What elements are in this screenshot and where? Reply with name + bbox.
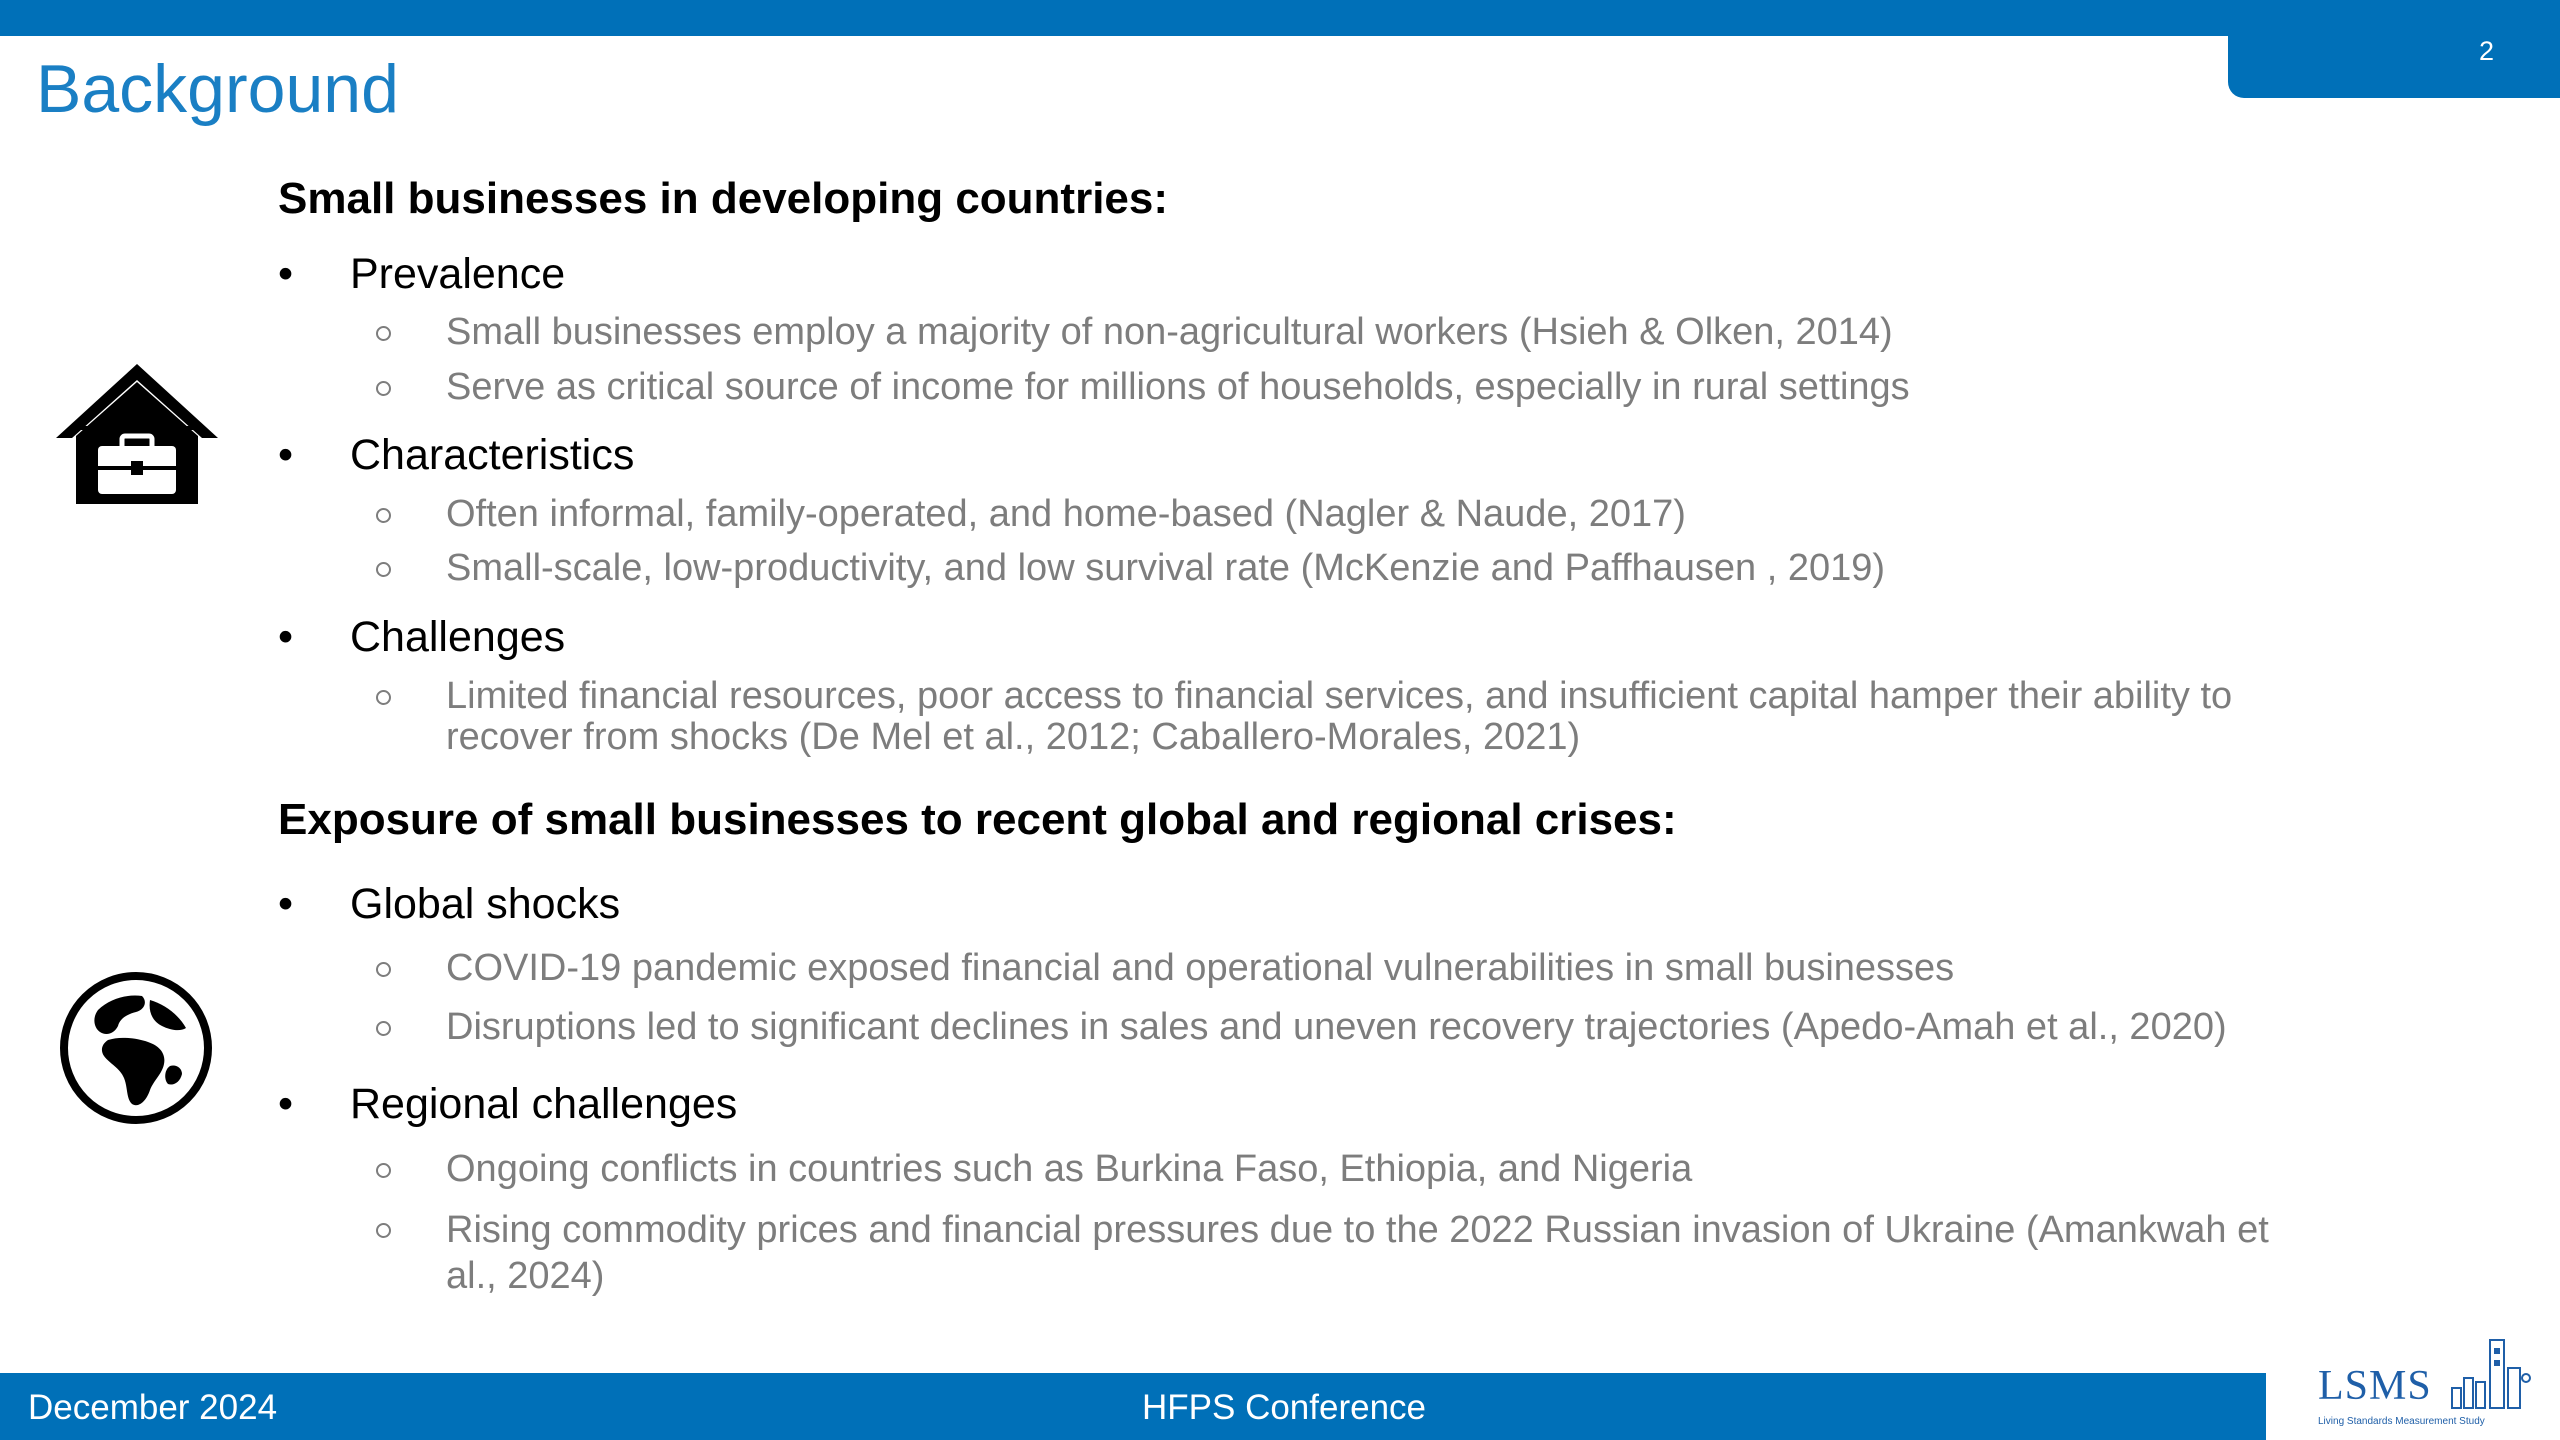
page-number: 2 xyxy=(2478,36,2494,66)
sub-bullet-ring xyxy=(376,690,391,705)
footer-date: December 2024 xyxy=(28,1388,278,1427)
sub-bullet-ring xyxy=(376,562,391,577)
sub-bullet-text: COVID-19 pandemic exposed financial and operational vulnerabilities in small businesses xyxy=(446,947,1955,989)
sub-bullet-ring xyxy=(376,1163,391,1178)
bullet-dot: • xyxy=(278,250,294,298)
sub-bullet-text: Serve as critical source of income for millions of households, especially in rural settings xyxy=(446,366,1910,408)
globe-icon xyxy=(58,970,214,1126)
sub-bullet-ring xyxy=(376,1223,391,1238)
page-number-tab xyxy=(2228,0,2560,98)
sub-bullet-text: Small businesses employ a majority of non-agricultural workers (Hsieh & Olken, 2014) xyxy=(446,311,1893,353)
sub-bullet-text: Ongoing conflicts in countries such as Burkina Faso, Ethiopia, and Nigeria xyxy=(446,1148,1693,1190)
bullet-dot: • xyxy=(278,1080,294,1128)
sub-bullet-ring xyxy=(376,381,391,396)
bullet-dot: • xyxy=(278,880,294,928)
bullet-label: Challenges xyxy=(350,613,566,661)
sub-bullet-text: Small-scale, low-productivity, and low survival rate (McKenzie and Paffhausen , 2019) xyxy=(446,547,1886,589)
footer-event: HFPS Conference xyxy=(1142,1388,1427,1427)
sub-bullet-text: Rising commodity prices and financial pressures due to the 2022 Russian invasion of Ukraine (Amankwah et al., 2024) xyxy=(446,1209,2269,1297)
bullet-label: Characteristics xyxy=(350,431,635,479)
section-heading-small-businesses: Small businesses in developing countries: xyxy=(278,174,1169,223)
lsms-logo xyxy=(2266,1332,2560,1440)
sub-bullet-ring xyxy=(376,326,391,341)
bullet-dot: • xyxy=(278,613,294,661)
bullet-label: Prevalence xyxy=(350,250,566,298)
top-bar xyxy=(0,0,2560,36)
home-business-icon xyxy=(52,358,222,508)
sub-bullet-ring xyxy=(376,508,391,523)
lsms-logo-text: LSMS xyxy=(2318,1363,2432,1409)
bullet-label: Regional challenges xyxy=(350,1080,738,1128)
lsms-logo-tagline: Living Standards Measurement Study xyxy=(2318,1416,2485,1427)
sub-bullet-text: Disruptions led to significant declines in sales and uneven recovery trajectories (Apedo-Amah et al., 2020) xyxy=(446,1006,2227,1048)
sub-bullet-ring xyxy=(376,962,391,977)
sub-bullet-ring xyxy=(376,1021,391,1036)
building-bars-icon xyxy=(2448,1334,2534,1410)
sub-bullet-text: Limited financial resources, poor access to financial services, and insufficient capital hamper their ability to recover from shocks (De Mel et al., 2012; Caballero-Morales, 2021) xyxy=(446,675,2233,758)
section-heading-exposure: Exposure of small businesses to recent global and regional crises: xyxy=(278,795,1677,844)
bullet-dot: • xyxy=(278,431,294,479)
bullet-label: Global shocks xyxy=(350,880,621,928)
sub-bullet-text: Often informal, family-operated, and home-based (Nagler & Naude, 2017) xyxy=(446,493,1686,535)
slide-title: Background xyxy=(36,51,399,127)
